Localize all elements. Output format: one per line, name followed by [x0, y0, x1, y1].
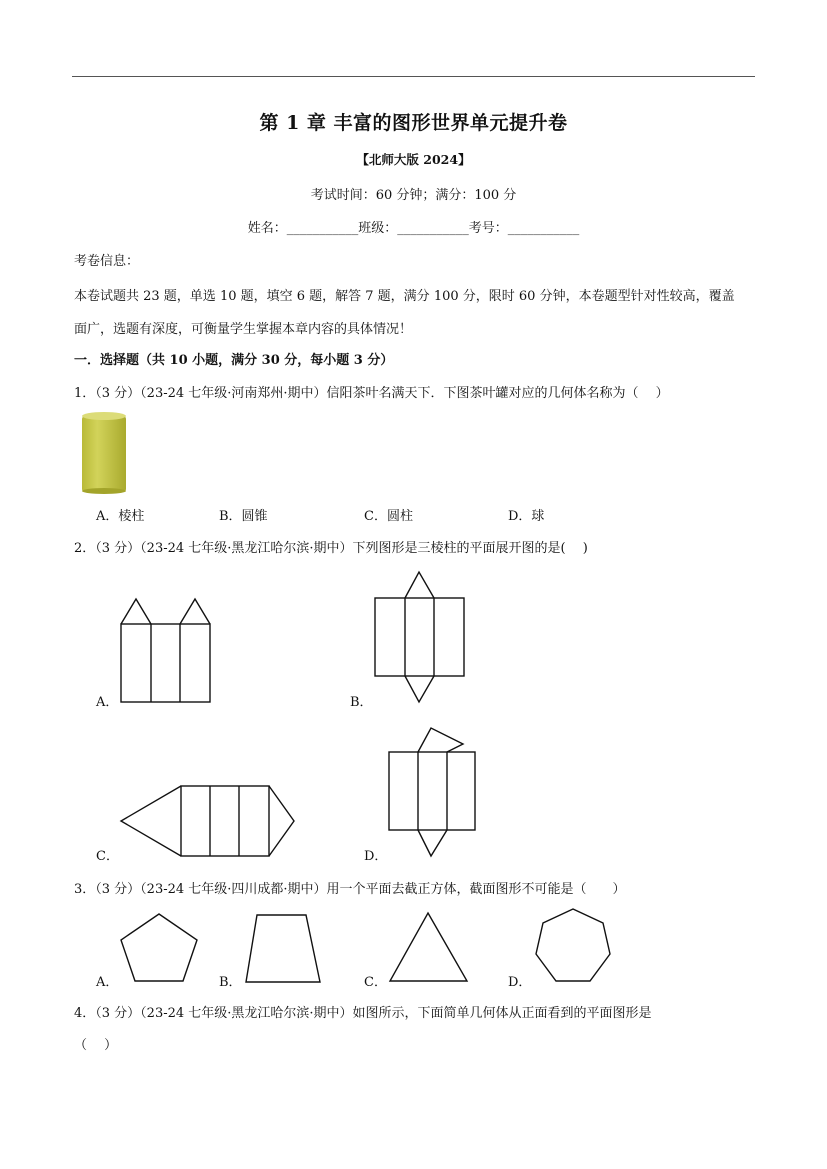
question-1-option-c: C．圆柱 — [364, 509, 413, 524]
heptagon-shape — [532, 907, 614, 985]
exam-info-line-2: 面广，选题有深度，可衡量学生掌握本章内容的具体情况！ — [74, 322, 413, 337]
question-3-option-d: D． — [508, 975, 532, 990]
question-2-text: 2．（3 分）（23-24 七年级·黑龙江哈尔滨·期中）下列图形是三棱柱的平面展开图的是( ) — [74, 541, 588, 556]
net-diagram-d — [387, 726, 479, 860]
question-2-option-b: B． — [350, 695, 373, 710]
name-class-id-row: 姓名：___________班级：___________考号：___________ — [247, 221, 580, 236]
question-1-text: 1．（3 分）（23-24 七年级·河南郑州·期中）信阳茶叶名满天下．下图茶叶罐对应的几何体名称为（ ） — [74, 386, 669, 401]
tea-can-image — [80, 410, 130, 494]
triangle-shape — [387, 911, 471, 985]
section-heading: 一．选择题（共 10 小题，满分 30 分，每小题 3 分） — [74, 353, 394, 368]
question-1-option-d: D．球 — [508, 509, 545, 524]
exam-info-line-1: 本卷试题共 23 题，单选 10 题，填空 6 题，解答 7 题，满分 100 分，限时 60 分钟，本卷题型针对性较高，覆盖 — [74, 289, 735, 304]
question-2-option-a: A． — [96, 695, 119, 710]
page-title: 第 1 章 丰富的图形世界单元提升卷 — [259, 112, 568, 134]
question-4-text: 4．（3 分）（23-24 七年级·黑龙江哈尔滨·期中）如图所示，下面简单几何体从正面看到的平面图形是 — [74, 1006, 652, 1021]
question-3-option-c: C． — [364, 975, 387, 990]
question-3-option-b: B． — [219, 975, 242, 990]
pentagon-shape — [118, 912, 200, 984]
question-1-option-a: A．棱柱 — [96, 509, 145, 524]
net-diagram-c — [118, 784, 298, 860]
exam-info-label: 考卷信息： — [74, 254, 140, 269]
question-4-answer-blank: （ ） — [74, 1038, 118, 1053]
edition-label: 【北师大版 2024】 — [356, 152, 471, 167]
question-2-option-d: D． — [364, 849, 388, 864]
question-3-text: 3．（3 分）（23-24 七年级·四川成都·期中）用一个平面去截正方体，截面图形不可能是（ ） — [74, 882, 626, 897]
question-1-option-b: B．圆锥 — [219, 509, 268, 524]
question-2-option-c: C． — [96, 849, 119, 864]
trapezoid-shape — [243, 913, 325, 985]
header-rule — [72, 76, 755, 77]
exam-time: 考试时间：60 分钟；满分：100 分 — [310, 188, 517, 203]
net-diagram-a — [118, 598, 214, 706]
net-diagram-b — [373, 570, 468, 706]
question-3-option-a: A． — [96, 975, 119, 990]
